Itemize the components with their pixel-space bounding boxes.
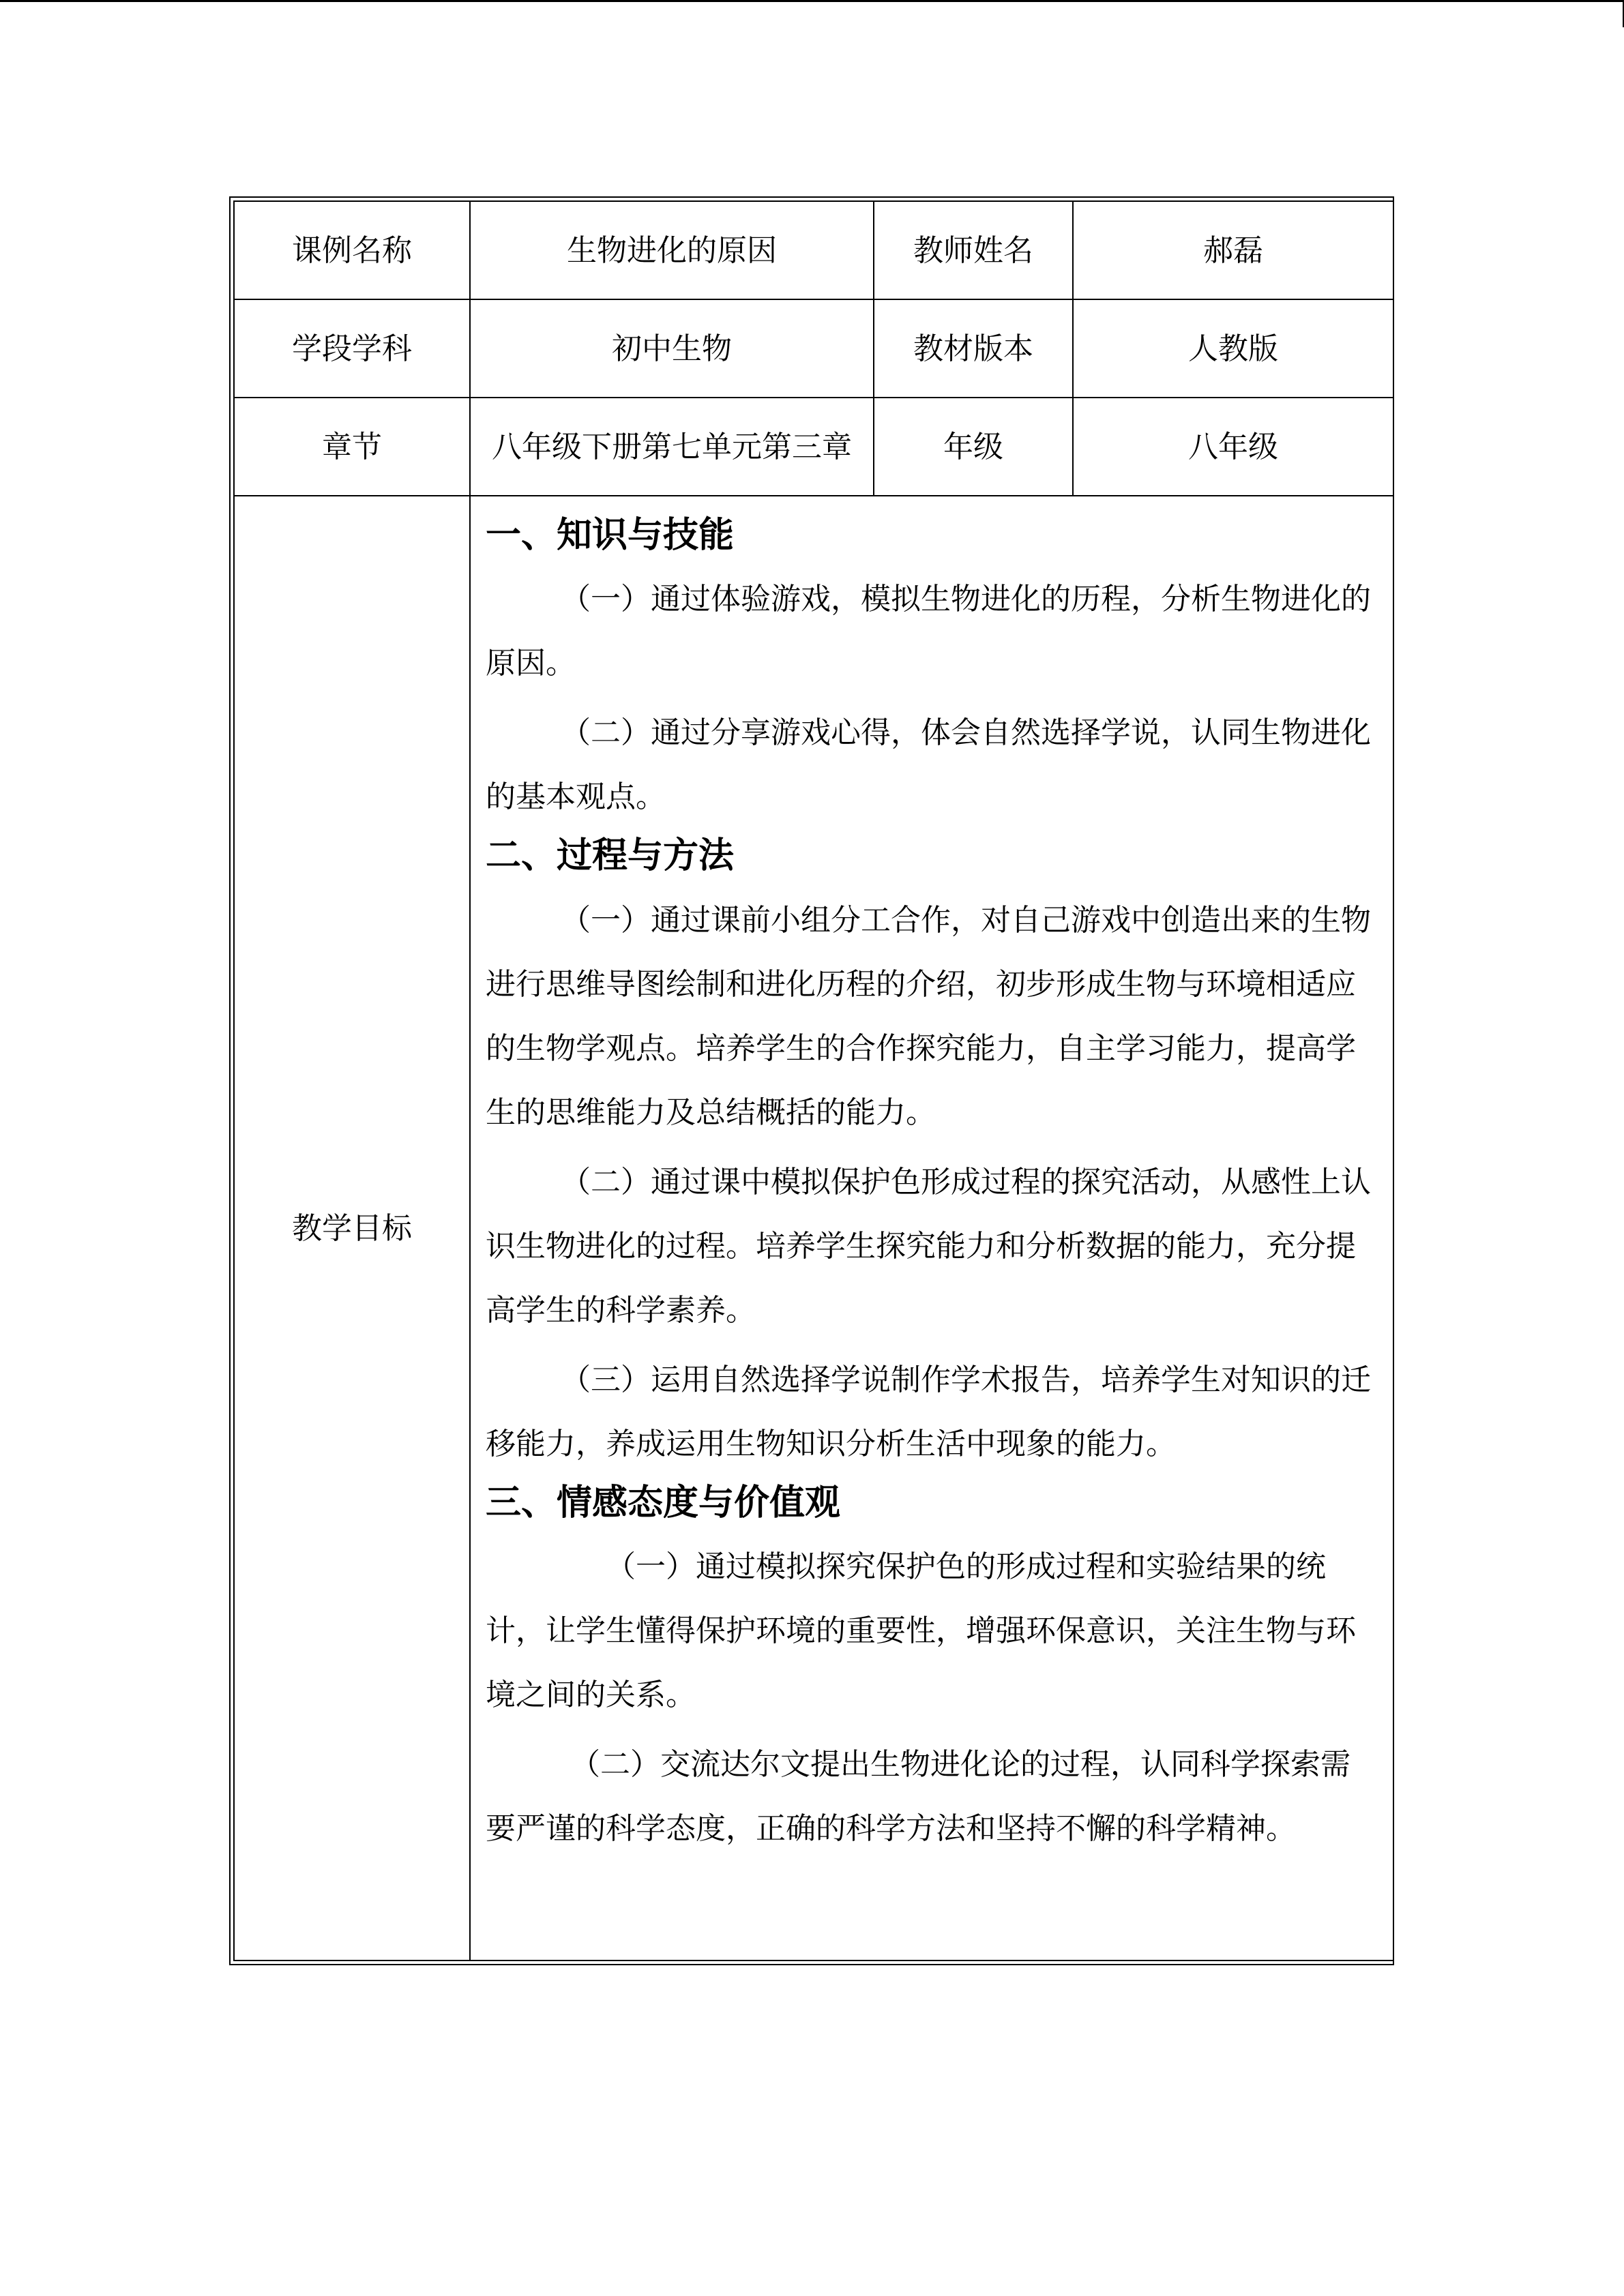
label-chapter: 章节 <box>234 398 470 496</box>
objective-paragraph: （二）通过课中模拟保护色形成过程的探究活动，从感性上认识生物进化的过程。培养学生探究能力和分析数据的能力，充分提高学生的科学素养。 <box>486 1164 1371 1328</box>
table-row-objectives <box>234 496 1393 1960</box>
objectives-content <box>470 496 1393 1960</box>
section-heading-process-methods: 二、过程与方法 <box>486 835 735 877</box>
value-chapter: 八年级下册第七单元第三章 <box>470 398 874 496</box>
section-heading-emotions-values: 三、情感态度与价值观 <box>486 1482 841 1523</box>
label-grade: 年级 <box>874 398 1073 496</box>
objective-paragraph: （二）交流达尔文提出生物进化论的过程，认同科学探索需 <box>570 1747 1350 1783</box>
label-teacher-name: 教师姓名 <box>874 201 1073 299</box>
value-grade: 八年级 <box>1073 398 1393 496</box>
lesson-info-table-frame <box>229 196 1394 1965</box>
label-stage-subject: 学段学科 <box>234 299 470 398</box>
objective-paragraph: （一）通过模拟探究保护色的形成过程和实验结果的统计，让学生懂得保护环境的重要性，增强环保意识，关注生物与环境之间的关系。 <box>486 1549 1356 1713</box>
label-textbook-edition: 教材版本 <box>874 299 1073 398</box>
objective-paragraph: （一）通过体验游戏，模拟生物进化的历程，分析生物进化的原因。 <box>486 582 1371 681</box>
value-course-name: 生物进化的原因 <box>470 201 874 299</box>
objective-paragraph-continuation: 要严谨的科学态度，正确的科学方法和坚持不懈的科学精神。 <box>486 1811 1296 1847</box>
lesson-info-table <box>233 200 1394 1961</box>
value-teacher-name: 郝磊 <box>1073 201 1393 299</box>
objective-paragraph: （三）运用自然选择学说制作学术报告，培养学生对知识的迁移能力，养成运用生物知识分析生活中现象的能力。 <box>486 1362 1371 1461</box>
value-textbook-edition: 人教版 <box>1073 299 1393 398</box>
section-heading-knowledge-skills: 一、知识与技能 <box>486 515 735 556</box>
table-row-chapter <box>234 398 1393 496</box>
value-stage-subject: 初中生物 <box>470 299 874 398</box>
label-course-name: 课例名称 <box>234 201 470 299</box>
objective-paragraph: （一）通过课前小组分工合作，对自己游戏中创造出来的生物进行思维导图绘制和进化历程的介绍，初步形成生物与环境相适应的生物学观点。培养学生的合作探究能力，自主学习能力，提高学生的思维能力及总结概括的能力。 <box>486 902 1371 1130</box>
table-row-subject <box>234 299 1393 398</box>
objective-paragraph: （二）通过分享游戏心得，体会自然选择学说，认同生物进化的基本观点。 <box>486 715 1371 815</box>
top-border-line <box>0 0 1624 2</box>
table-row-course <box>234 201 1393 299</box>
label-teaching-objectives: 教学目标 <box>234 496 470 1960</box>
